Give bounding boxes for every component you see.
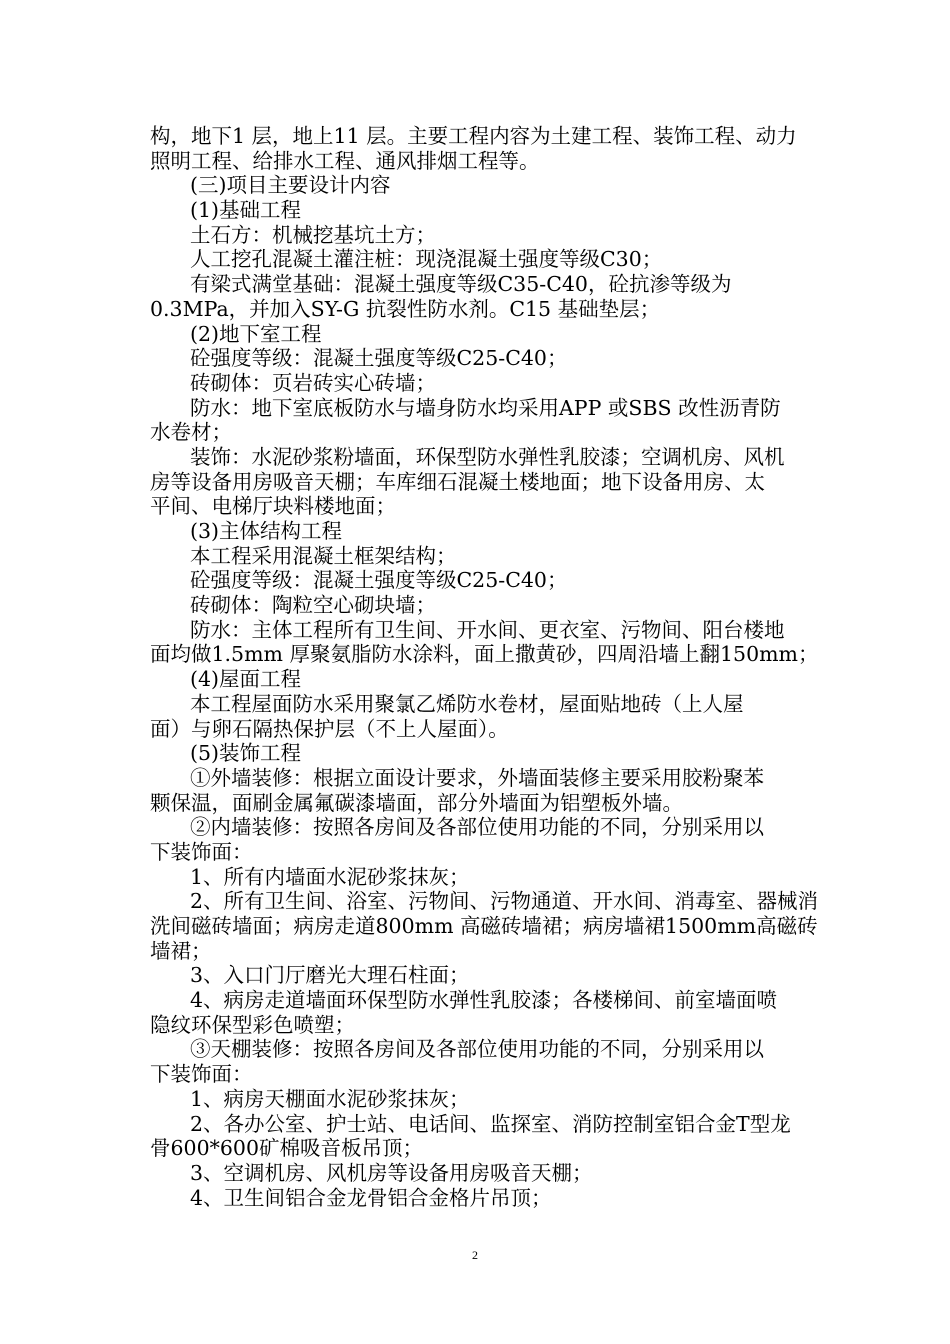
- text-line: 0.3MPa，并加入SY-G 抗裂性防水剂。C15 基础垫层；: [150, 296, 661, 321]
- text-line: (5)装饰工程: [190, 741, 302, 766]
- text-line: 本工程屋面防水采用聚氯乙烯防水卷材，屋面贴地砖（上人屋: [190, 691, 744, 716]
- text-line: ①外墙装修：根据立面设计要求，外墙面装修主要采用胶粉聚苯: [190, 765, 764, 790]
- text-line: (1)基础工程: [190, 198, 302, 223]
- text-line: (3)主体结构工程: [190, 519, 343, 543]
- text-line: 平间、电梯厅块料楼地面；: [150, 494, 396, 519]
- text-line: 有梁式满堂基础：混凝土强度等级C35-C40，砼抗渗等级为: [190, 272, 732, 297]
- text-line: (4)屋面工程: [190, 667, 302, 692]
- text-line: 3、入口门厅磨光大理石柱面；: [190, 963, 470, 988]
- text-line: 防水：地下室底板防水与墙身防水均采用APP 或SBS 改性沥青防: [190, 395, 781, 420]
- text-line: ③天棚装修：按照各房间及各部位使用功能的不同，分别采用以: [190, 1037, 764, 1062]
- text-line: 4、病房走道墙面环保型防水弹性乳胶漆；各楼梯间、前室墙面喷: [190, 988, 778, 1013]
- text-line: (三)项目主要设计内容: [190, 173, 391, 198]
- text-line: 砼强度等级：混凝土强度等级C25-C40；: [190, 568, 568, 593]
- text-line: 下装饰面：: [150, 839, 253, 864]
- text-line: 水卷材；: [150, 420, 232, 445]
- text-line: 本工程采用混凝土框架结构；: [190, 543, 457, 568]
- text-line: 下装饰面：: [150, 1062, 253, 1087]
- text-line: 面）与卵石隔热保护层（不上人屋面）。: [150, 716, 509, 741]
- text-line: 颗保温，面刷金属氟碳漆墙面，部分外墙面为铝塑板外墙。: [150, 790, 683, 815]
- text-line: 防水：主体工程所有卫生间、开水间、更衣室、污物间、阳台楼地: [190, 617, 785, 642]
- text-line: 骨600*600矿棉吸音板吊顶；: [150, 1136, 424, 1161]
- text-line: 4、卫生间铝合金龙骨铝合金格片吊顶；: [190, 1185, 552, 1210]
- document-body: [150, 124, 819, 1210]
- text-line: 土石方：机械挖基坑土方；: [190, 222, 436, 247]
- text-line: 照明工程、给排水工程、通风排烟工程等。: [150, 148, 540, 173]
- text-line: 砼强度等级：混凝土强度等级C25-C40；: [190, 346, 568, 371]
- text-line: 1、所有内墙面水泥砂浆抹灰；: [190, 864, 470, 889]
- text-line: 墙裙；: [150, 938, 212, 963]
- text-line: ②内墙装修：按照各房间及各部位使用功能的不同，分别采用以: [190, 815, 764, 840]
- text-line: 装饰：水泥砂浆粉墙面，环保型防水弹性乳胶漆；空调机房、风机: [190, 444, 785, 469]
- page-number: 2: [472, 1248, 478, 1262]
- text-line: 隐纹环保型彩色喷塑；: [150, 1012, 355, 1037]
- text-line: 1、病房天棚面水泥砂浆抹灰；: [190, 1086, 470, 1111]
- text-line: 3、空调机房、风机房等设备用房吸音天棚；: [190, 1160, 593, 1185]
- text-line: 洗间磁砖墙面；病房走道800mm 高磁砖墙裙；病房墙裙1500mm高磁砖: [150, 914, 818, 938]
- text-line: 面均做1.5mm 厚聚氨脂防水涂料，面上撒黄砂，四周沿墙上翻150mm；: [150, 642, 819, 667]
- text-line: (2)地下室工程: [190, 321, 322, 346]
- text-line: 人工挖孔混凝土灌注桩：现浇混凝土强度等级C30；: [190, 247, 663, 272]
- text-line: 砖砌体：页岩砖实心砖墙；: [190, 370, 436, 395]
- text-line: 砖砌体：陶粒空心砌块墙；: [190, 593, 436, 618]
- text-line: 2、各办公室、护士站、电话间、监探室、消防控制室铝合金T型龙: [190, 1111, 791, 1136]
- text-line: 房等设备用房吸音天棚；车库细石混凝土楼地面；地下设备用房、太: [150, 469, 765, 494]
- text-line: 构，地下1 层，地上11 层。主要工程内容为土建工程、装饰工程、动力: [150, 124, 797, 148]
- text-line: 2、所有卫生间、浴室、污物间、污物通道、开水间、消毒室、器械消: [190, 889, 819, 914]
